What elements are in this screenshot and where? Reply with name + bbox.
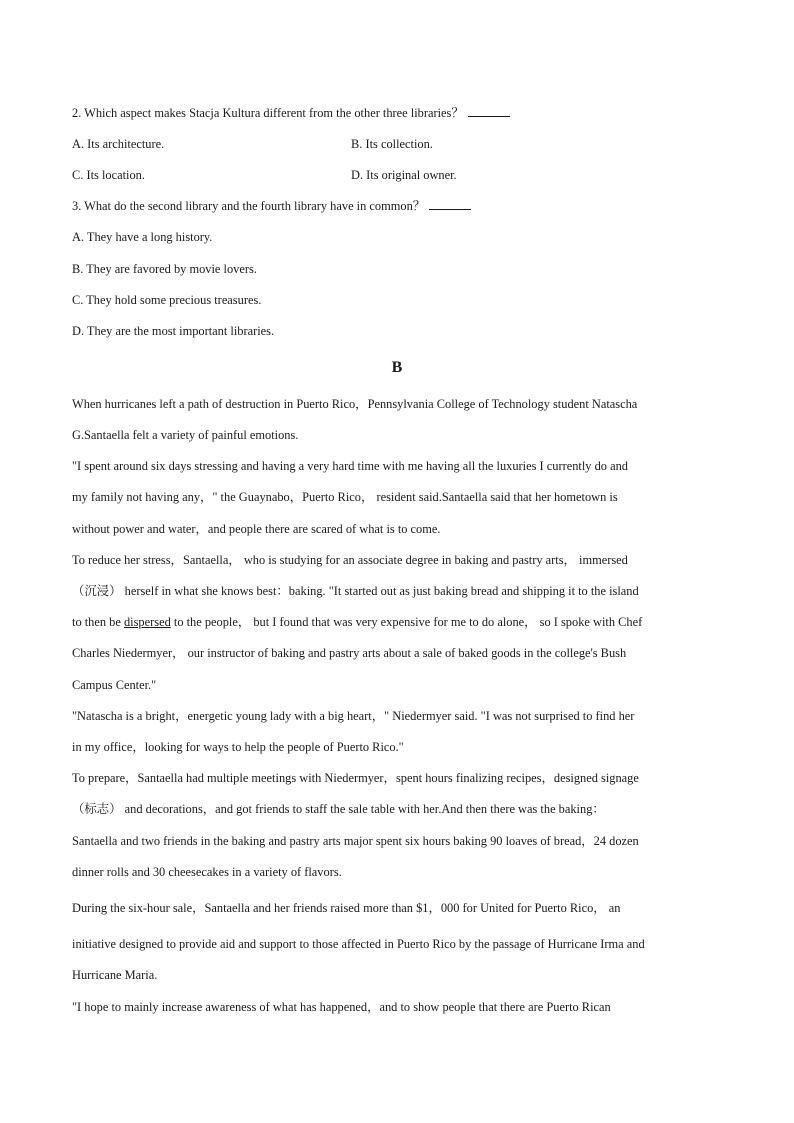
passage-line: my family not having any，" the Guaynabo，Puerto Rico， resident said.Santaella said that her hometown is — [72, 490, 618, 504]
question-2-stem: 2. Which aspect makes Stacja Kultura different from the other three libraries？ — [72, 105, 732, 121]
passage-line: Santaella and two friends in the baking and pastry arts major spent six hours baking 90 loaves of bread，24 dozen — [72, 834, 639, 848]
passage-line: To reduce her stress，Santaella， who is studying for an associate degree in baking and pastry arts， immersed — [72, 553, 628, 567]
passage-line: dinner rolls and 30 cheesecakes in a variety of flavors. — [72, 865, 342, 879]
passage-line: without power and water，and people there are scared of what is to come. — [72, 522, 441, 536]
option-a: A. Its architecture. — [72, 137, 165, 151]
answer-blank — [468, 105, 510, 117]
passage-line: When hurricanes left a path of destruction in Puerto Rico，Pennsylvania College of Technology student Natascha — [72, 397, 638, 411]
passage-line: During the six-hour sale，Santaella and her friends raised more than $1，000 for United for Puerto Rico， an — [72, 901, 621, 915]
option-d: D. They are the most important libraries. — [72, 324, 275, 338]
passage-line: To prepare，Santaella had multiple meetings with Niedermyer，spent hours finalizing recipes，designed signage — [72, 771, 639, 785]
passage-line: "I hope to mainly increase awareness of what has happened，and to show people that there are Puerto Rican — [72, 1000, 611, 1014]
question-2-options-row-2 — [72, 167, 732, 183]
question-3-stem: 3. What do the second library and the fourth library have in common？ — [72, 198, 732, 214]
option-b: B. They are favored by movie lovers. — [72, 262, 257, 276]
underlined-word: dispersed — [123, 615, 171, 629]
option-d: D. Its original owner. — [351, 168, 457, 182]
option-a: A. They have a long history. — [72, 230, 213, 244]
option-b: B. Its collection. — [351, 137, 433, 151]
passage-line: Charles Niedermyer， our instructor of baking and pastry arts about a sale of baked goods in the college's Bush — [72, 646, 627, 660]
option-c: C. Its location. — [72, 168, 145, 182]
passage-line: "I spent around six days stressing and having a very hard time with me having all the luxuries I currently do and — [72, 459, 628, 473]
passage-line: in my office，looking for ways to help the people of Puerto Rico." — [72, 740, 404, 754]
passage-line: to then be dispersed to the people， but I found that was very expensive for me to do alone， so I spoke with Chef — [72, 615, 643, 629]
option-c: C. They hold some precious treasures. — [72, 293, 262, 307]
passage-line: （沉浸） herself in what she knows best：baking. "It started out as just baking bread and shipping it to the island — [72, 584, 639, 598]
section-title: B — [391, 359, 403, 376]
passage-line: initiative designed to provide aid and support to those affected in Puerto Rico by the passage of Hurricane Irma and — [72, 937, 645, 951]
passage-line: G.Santaella felt a variety of painful emotions. — [72, 428, 299, 442]
passage-line: Hurricane Maria. — [72, 968, 158, 982]
passage-line: （标志） and decorations，and got friends to staff the sale table with her.And then there was the baking： — [72, 802, 605, 816]
question-2-options-row-1 — [72, 136, 732, 152]
passage-line: "Natascha is a bright，energetic young lady with a big heart，" Niedermyer said. "I was not surprised to find her — [72, 709, 635, 723]
passage-line: Campus Center." — [72, 678, 157, 692]
answer-blank — [429, 198, 471, 210]
